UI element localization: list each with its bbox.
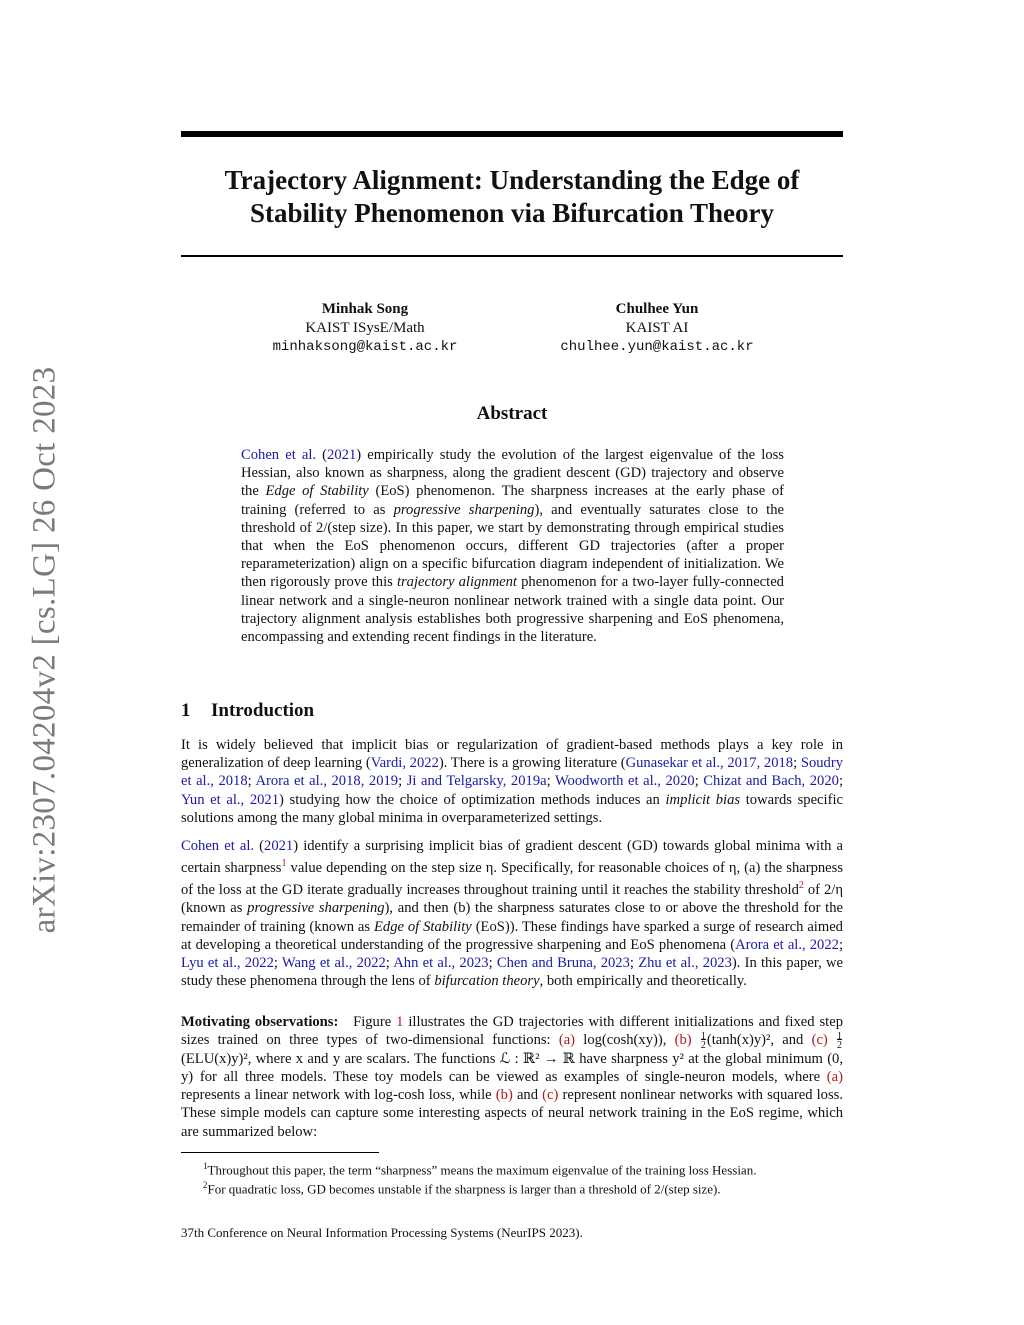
footnote-marker[interactable]: 1 xyxy=(281,858,287,870)
citation-link[interactable]: Arora et al., 2018, 2019 xyxy=(255,773,399,790)
citation-link[interactable]: Yun et al., 2021 xyxy=(181,791,280,808)
citation-link[interactable]: Ji and Telgarsky, 2019a xyxy=(406,773,547,790)
citation-link[interactable]: 2021 xyxy=(327,447,357,463)
title-line-1: Trajectory Alignment: Understanding the Edge of xyxy=(224,165,800,195)
fraction-half: 1 2 xyxy=(837,1030,843,1051)
title-bottom-rule xyxy=(181,255,843,257)
citation-link[interactable]: Soudry et al., 2018 xyxy=(181,755,843,790)
title-line-2: Stability Phenomenon via Bifurcation Theory xyxy=(249,198,775,228)
citation-link[interactable]: Gunasekar et al., 2017, 2018 xyxy=(625,755,794,772)
author-email: chulhee.yun@kaist.ac.kr xyxy=(560,339,754,355)
figure-link[interactable]: 1 xyxy=(396,1014,404,1030)
citation-link[interactable]: Woodworth et al., 2020 xyxy=(554,773,695,790)
intro-paragraph-3: Motivating observations: Figure 1 illustrates the GD trajectories with different initializations and fixed step sizes trained on three types of two-dimensional functions: (a) log(cosh(xy)), (b) 1 2(tanh(x)y)², and (c) 1 2(ELU(x)y)², where x and y are scalars. The functions ℒ : ℝ² → ℝ have sharpness y² at the global minimum (0, y) for all three models. These toy models can be viewed as examples of single-neuron models, where (a) represents a linear network with log-cosh loss, while (b) and (c) represent nonlinear networks with squared loss. These simple models can capture some interesting aspects of neural network training in the EoS regime, which are summarized below: xyxy=(181,1014,843,1140)
footnote-marker[interactable]: 2 xyxy=(798,880,804,892)
panel-ref-c[interactable]: (c) xyxy=(542,1087,559,1104)
author-affiliation: KAIST ISysE/Math xyxy=(305,320,425,336)
paper-title xyxy=(181,164,843,230)
citation-link[interactable]: Ahn et al., 2023 xyxy=(393,954,489,971)
conference-note: 37th Conference on Neural Information Processing Systems (NeurIPS 2023). xyxy=(181,1225,583,1240)
abstract-heading: Abstract xyxy=(476,403,548,424)
abstract-body: Cohen et al. (2021) empirically study the evolution of the largest eigenvalue of the loss Hessian, also known as sharpness, along the gradient descent (GD) trajectory and observe the Edge of Stability (EoS) phenomenon. The sharpness increases at the early phase of training (referred to as progressive sharpening), and eventually saturates close to the threshold of 2/(step size). In this paper, we start by demonstrating through empirical studies that when the EoS phenomenon occurs, different GD trajectories (after a proper reparameterization) align on a specific bifurcation diagram independent of initialization. We then rigorously prove this trajectory alignment phenomenon for a two-layer fully-connected linear network and a single-neuron nonlinear network trained with a single data point. Our trajectory alignment analysis establishes both progressive sharpening and EoS phenomena, encompassing and extending recent findings in the literature. xyxy=(241,447,785,646)
author-email: minhaksong@kaist.ac.kr xyxy=(272,339,458,355)
citation-link[interactable]: Chizat and Bach, 2020 xyxy=(703,773,839,790)
author-name: Chulhee Yun xyxy=(615,301,699,317)
panel-ref-a[interactable]: (a) xyxy=(826,1069,843,1086)
author-name: Minhak Song xyxy=(321,301,409,317)
citation-link[interactable]: Chen and Bruna, 2023 xyxy=(496,954,630,971)
footnote-2: $^2$For quadratic loss, GD becomes unstable if the sharpness is larger than a threshold of 2/(step size). xyxy=(203,1180,721,1197)
citation-link[interactable]: Cohen et al. xyxy=(241,447,317,463)
footnote-rule xyxy=(181,1152,379,1153)
citation-link[interactable]: Vardi, 2022 xyxy=(370,755,439,772)
citation-link[interactable]: Wang et al., 2022 xyxy=(281,954,386,971)
author-affiliation: KAIST AI xyxy=(625,320,689,336)
arxiv-stamp: arXiv:2307.04204v2 [cs.LG] 26 Oct 2023 xyxy=(26,366,63,934)
title-top-rule xyxy=(181,131,843,137)
panel-ref-c[interactable]: (c) xyxy=(811,1032,828,1049)
panel-ref-b[interactable]: (b) xyxy=(495,1087,513,1104)
panel-ref-b[interactable]: (b) xyxy=(674,1032,692,1049)
fraction-half: 1 2 xyxy=(700,1030,706,1051)
author-block-2 xyxy=(507,300,807,357)
citation-link[interactable]: Arora et al., 2022 xyxy=(735,936,839,953)
intro-paragraph-1: It is widely believed that implicit bias or regularization of gradient-based methods plays a key role in generalization of deep learning (Vardi, 2022). There is a growing literature (Gunasekar et al., 2017, 2018; Soudry et al., 2018; Arora et al., 2018, 2019; Ji and Telgarsky, 2019a; Woodworth et al., 2020; Chizat and Bach, 2020; Yun et al., 2021) studying how the choice of optimization methods induces an implicit bias towards specific solutions among the many global minima in overparameterized settings. xyxy=(181,737,843,826)
panel-ref-a[interactable]: (a) xyxy=(558,1032,576,1049)
author-block-1 xyxy=(215,300,515,357)
citation-link[interactable]: Cohen et al. xyxy=(181,838,255,854)
intro-paragraph-2: Cohen et al. (2021) identify a surprising implicit bias of gradient descent (GD) towards global minima with a certain sharpness$^1$ value depending on the step size η. Specifically, for reasonable choices of η, (a) the sharpness of the loss at the GD iterate gradually increases throughout training until it reaches the stability threshold$^2$ of 2/η (known as progressive sharpening), and then (b) the sharpness saturates close to or above the threshold for the remainder of training (known as Edge of Stability (EoS)). These findings have sparked a surge of research aimed at developing a theoretical understanding of the progressive sharpening and EoS phenomena (Arora et al., 2022; Lyu et al., 2022; Wang et al., 2022; Ahn et al., 2023; Chen and Bruna, 2023; Zhu et al., 2023). In this paper, we study these phenomena through the lens of bifurcation theory, both empirically and theoretically. xyxy=(181,838,844,990)
citation-link[interactable]: 2021 xyxy=(264,838,294,854)
citation-link[interactable]: Zhu et al., 2023 xyxy=(638,954,732,971)
footnote-1: $^1$Throughout this paper, the term “sharpness” means the maximum eigenvalue of the training loss Hessian. xyxy=(203,1161,757,1178)
section-heading: 1 Introduction xyxy=(181,700,315,721)
citation-link[interactable]: Lyu et al., 2022 xyxy=(181,954,274,971)
